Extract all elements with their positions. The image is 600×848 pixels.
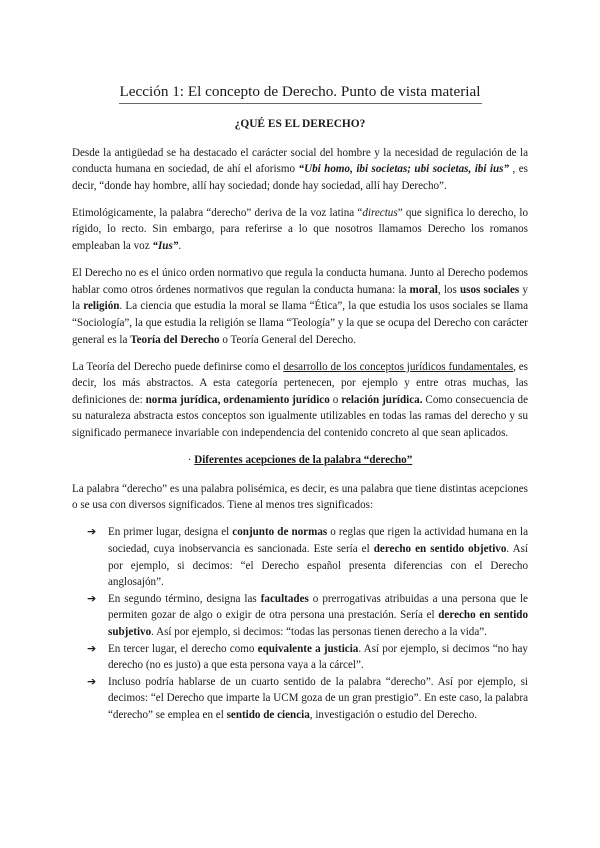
paragraph-etymology: Etimológicamente, la palabra “derecho” deriva de la voz latina “directus” que significa lo derecho, lo rígido, lo recto. Sin embargo, para referirse a lo que nosotros llamamos Derecho los romanos empleaban la voz “Ius”.: [72, 206, 528, 253]
arrow-icon: ➔: [87, 525, 97, 539]
meanings-list: [72, 524, 528, 723]
list-item: ➔ En tercer lugar, el derecho como equivalente a justicia. Así por ejemplo, si decimos “no hay derecho (no es justo) a que esta persona vaya a la cárcel”.: [87, 641, 528, 672]
paragraph-intro: Desde la antigüedad se ha destacado el carácter social del hombre y la necesidad de regulación de la conducta humana en sociedad, de ahí el aforismo “Ubi homo, ibi societas; ubi societas, ibi ius” , es decir, “donde hay hombre, allí hay sociedad; donde hay sociedad, allí hay Derecho”.: [72, 146, 528, 192]
arrow-icon: ➔: [87, 591, 97, 605]
list-item: ➔ Incluso podría hablarse de un cuarto sentido de la palabra “derecho”. Así por ejemplo, si decimos: “el Derecho que imparte la UCM goza de un gran prestigio”. En este caso, la palabra “derecho” se emplea en el sentido de ciencia, investigación o estudio del Derecho.: [87, 674, 528, 721]
paragraph-legal-theory: La Teoría del Derecho puede definirse como el desarrollo de los conceptos jurídicos fundamentales, es decir, los más abstractos. A esta categoría pertenecen, por ejemplo y entre otras muchas, las definiciones de: norma jurídica, ordenamiento jurídico o relación jurídica. Como consecuencia de su naturaleza abstracta estos conceptos son igualmente utilizables en todas las ramas del derecho y su significado permanece invariable con independencia del contenido concreto al que sean aplicados.: [72, 360, 529, 439]
paragraph-polysemy: La palabra “derecho” es una palabra polisémica, es decir, es una palabra que tiene distintas acepciones o se usa con diversos significados. Tiene al menos tres significados:: [72, 482, 528, 512]
page-subtitle: ¿QUÉ ES EL DERECHO?: [234, 118, 366, 130]
section-heading: · Diferentes acepciones de la palabra “derecho”: [187, 454, 413, 467]
arrow-icon: ➔: [87, 674, 97, 688]
arrow-icon: ➔: [87, 641, 97, 655]
paragraph-normative-orders: El Derecho no es el único orden normativo que regula la conducta humana. Junto al Derecho podemos hablar como otros órdenes normativos que regulan la conducta humana: la moral, los usos sociales y la religión. La ciencia que estudia la moral se llama “Ética”, la que estudia los usos sociales se llama “Sociología”, la que estudia la religión se llama “Teología” y la que se ocupa del Derecho con carácter general es la Teoría del Derecho o Teoría General del Derecho.: [72, 267, 528, 346]
list-item: ➔ En segundo término, designa las facultades o prerrogativas atribuidas a una persona que le permiten gozar de algo o exigir de otra persona una prestación. Sería el derecho en sentido subjetivo. Así por ejemplo, si decimos: “todas las personas tienen derecho a la vida”.: [87, 591, 528, 638]
list-item: ➔ En primer lugar, designa el conjunto de normas o reglas que rigen la actividad humana en la sociedad, cuya inobservancia es sancionada. Este sería el derecho en sentido objetivo. Así por ejemplo, si decimos: “el Derecho español presenta diferencias con el Derecho anglosajón”.: [87, 525, 528, 589]
page-title: Lección 1: El concepto de Derecho. Punto de vista material: [119, 83, 481, 100]
title-underline: [119, 78, 482, 104]
document-page: [72, 78, 528, 724]
